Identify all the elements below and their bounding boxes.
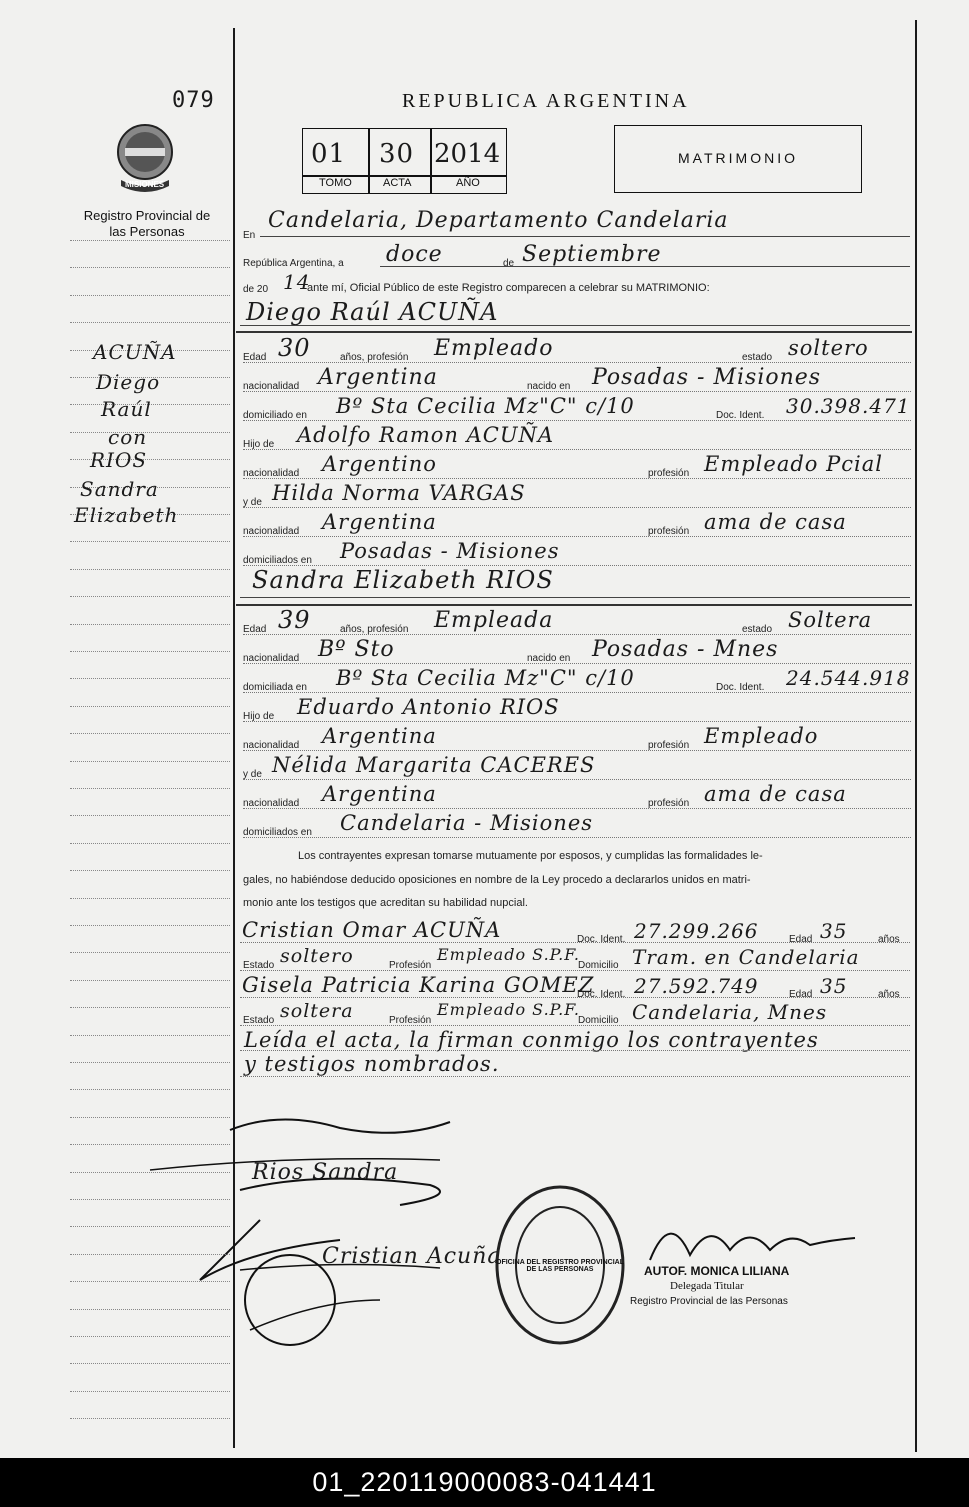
hijo-de-label: Hijo de: [243, 711, 275, 722]
registry-seal: [492, 1183, 628, 1347]
groom-age: 30: [278, 334, 311, 362]
right-border-line: [915, 20, 917, 1452]
nacionalidad-label: nacionalidad: [243, 381, 300, 392]
groom-father-nationality: Argentino: [322, 452, 437, 476]
profesion-label: profesión: [648, 740, 690, 751]
bride-father-nationality: Argentina: [322, 724, 437, 748]
bride-mother: Nélida Margarita CACERES: [272, 753, 596, 777]
closing-line-2: y testigos nombrados.: [244, 1052, 500, 1076]
witness-status: soltera: [280, 1000, 354, 1022]
witness-age: 35: [820, 919, 848, 943]
de-label: de: [503, 258, 515, 269]
year-suffix: 14: [283, 270, 311, 294]
nacionalidad-label: nacionalidad: [243, 526, 300, 537]
provincial-emblem: [113, 122, 177, 196]
domiciliados-label: domiciliados en: [243, 555, 312, 566]
hijo-de-label: Hijo de: [243, 439, 275, 450]
closing-line-1: Leída el acta, la firman conmigo los contrayentes: [244, 1028, 819, 1052]
bride-address: Bº Sta Cecilia Mz"C" c/10: [336, 666, 635, 690]
witness-domicilio-label: Domicilio: [578, 960, 619, 971]
groom-parents-address: Posadas - Misiones: [340, 539, 560, 563]
groom-mother-profession: ama de casa: [704, 510, 847, 534]
declaration-line-1: Los contrayentes expresan tomarse mutuamente por esposos, y cumplidas las formalidades le-: [298, 850, 763, 862]
witness-name: Cristian Omar ACUÑA: [242, 918, 502, 942]
witness-doc-label: Doc. Ident.: [577, 934, 626, 945]
doc-label: Doc. Ident.: [716, 682, 765, 693]
witness-edad-label: Edad: [789, 989, 813, 1000]
nacionalidad-label: nacionalidad: [243, 468, 300, 479]
witness-address: Tram. en Candelaria: [632, 945, 860, 969]
witness-anios-label: años: [878, 934, 900, 945]
y-de-label: y de: [243, 497, 262, 508]
groom-profession: Empleado: [434, 336, 554, 361]
witness-doc: 27.592.749: [634, 974, 759, 998]
country-title: REPUBLICA ARGENTINA: [402, 90, 690, 112]
tomo-label: TOMO: [319, 177, 352, 189]
witness-estado-label: Estado: [243, 960, 275, 971]
bride-nationality: Bº Sto: [318, 637, 395, 662]
margin-name: Elizabeth: [74, 503, 179, 527]
estado-label: estado: [742, 352, 773, 363]
emblem-label: MISIONES: [125, 180, 165, 189]
groom-father: Adolfo Ramon ACUÑA: [297, 423, 555, 447]
page-number: 079: [172, 88, 215, 113]
witness-doc-label: Doc. Ident.: [577, 989, 626, 1000]
margin-name: Raúl: [101, 397, 152, 421]
bride-profession: Empleada: [434, 608, 554, 633]
declaration-line-2: gales, no habiéndose deducido oposiciones en nombre de la Ley procedo a declararlos unidos en matri-: [243, 874, 751, 886]
en-label: En: [243, 230, 256, 241]
seal-text: OFICINA DEL REGISTRO PROVINCIAL DE LAS PERSONAS: [496, 1259, 624, 1273]
nacido-en-label: nacido en: [527, 381, 571, 392]
bride-birthplace: Posadas - Mnes: [592, 637, 779, 662]
declaration-line-3: monio ante los testigos que acreditan su habilidad nupcial.: [243, 897, 528, 909]
witness-profession: Empleado S.P.F.: [437, 1000, 580, 1019]
day-text: doce: [386, 242, 443, 267]
acta-value: 30: [379, 139, 415, 169]
groom-mother-nationality: Argentina: [322, 510, 437, 534]
witness-edad-label: Edad: [789, 934, 813, 945]
groom-father-profession: Empleado Pcial: [704, 452, 883, 476]
witness-profession: Empleado S.P.F.: [437, 945, 580, 964]
registry-name: Registro Provincial de las Personas: [83, 208, 211, 239]
nacionalidad-label: nacionalidad: [243, 798, 300, 809]
footer-code: 01_220119000083-041441: [0, 1458, 969, 1507]
profesion-label: profesión: [648, 798, 690, 809]
nacionalidad-label: nacionalidad: [243, 653, 300, 664]
republica-label: República Argentina, a: [243, 258, 344, 269]
acta-label: ACTA: [383, 177, 412, 189]
margin-name: Diego: [96, 370, 161, 394]
margin-name: ACUÑA: [93, 340, 177, 364]
witness-domicilio-label: Domicilio: [578, 1015, 619, 1026]
y-de-label: y de: [243, 769, 262, 780]
bride-age: 39: [278, 606, 311, 634]
place-text: Candelaria, Departamento Candelaria: [268, 208, 729, 233]
signature-bride: Rios Sandra: [252, 1160, 399, 1185]
groom-doc: 30.398.471: [786, 394, 911, 418]
margin-name: RIOS: [90, 448, 148, 472]
profesion-label: profesión: [648, 526, 690, 537]
anio-value: 2014: [434, 139, 501, 169]
witness-address: Candelaria, Mnes: [632, 1000, 828, 1024]
groom-birthplace: Posadas - Misiones: [592, 365, 822, 390]
groom-mother: Hilda Norma VARGAS: [272, 481, 526, 505]
domicilio-label: domiciliado en: [243, 410, 307, 421]
bride-father-profession: Empleado: [704, 724, 819, 748]
edad-label: Edad: [243, 624, 267, 635]
groom-name-heading: Diego Raúl ACUÑA: [246, 298, 499, 326]
witness-status: soltero: [280, 945, 354, 967]
official-office: Registro Provincial de las Personas: [630, 1296, 788, 1307]
official-role: Delegada Titular: [670, 1280, 744, 1292]
witness-estado-label: Estado: [243, 1015, 275, 1026]
domicilio-label: domiciliada en: [243, 682, 307, 693]
nacido-en-label: nacido en: [527, 653, 571, 664]
witness-profesion-label: Profesión: [389, 1015, 432, 1026]
bride-parents-address: Candelaria - Misiones: [340, 811, 594, 835]
witness-age: 35: [820, 974, 848, 998]
anios-profesion-label: años, profesión: [340, 624, 409, 635]
bride-mother-nationality: Argentina: [322, 782, 437, 806]
margin-name: con: [108, 425, 148, 449]
witness-profesion-label: Profesión: [389, 960, 432, 971]
act-number-box: [302, 128, 507, 194]
act-type-box: [614, 125, 862, 193]
act-type: MATRIMONIO: [678, 150, 798, 166]
groom-address: Bº Sta Cecilia Mz"C" c/10: [336, 394, 635, 418]
witness-doc: 27.299.266: [634, 919, 759, 943]
witness-name: Gisela Patricia Karina GOMEZ: [242, 973, 595, 997]
estado-label: estado: [742, 624, 773, 635]
domiciliados-label: domiciliados en: [243, 827, 312, 838]
groom-nationality: Argentina: [318, 365, 438, 390]
bride-name-heading: Sandra Elizabeth RIOS: [252, 566, 554, 594]
bride-mother-profession: ama de casa: [704, 782, 847, 806]
month-text: Septiembre: [522, 242, 662, 267]
bride-father: Eduardo Antonio RIOS: [297, 695, 560, 719]
edad-label: Edad: [243, 352, 267, 363]
tomo-value: 01: [311, 139, 347, 169]
anio-label: AÑO: [456, 177, 480, 189]
bride-doc: 24.544.918: [786, 666, 911, 690]
nacionalidad-label: nacionalidad: [243, 740, 300, 751]
ante-text: ante mí, Oficial Público de este Registro comparecen a celebrar su MATRIMONIO:: [307, 282, 710, 294]
doc-label: Doc. Ident.: [716, 410, 765, 421]
official-name: AUTOF. MONICA LILIANA: [644, 1264, 790, 1278]
margin-name: Sandra: [80, 477, 159, 501]
year-prefix: de 20: [243, 284, 269, 295]
witness-anios-label: años: [878, 989, 900, 1000]
groom-status: soltero: [788, 336, 869, 360]
signature-witness: Cristian Acuña: [322, 1244, 502, 1269]
anios-profesion-label: años, profesión: [340, 352, 409, 363]
profesion-label: profesión: [648, 468, 690, 479]
bride-status: Soltera: [788, 608, 873, 632]
